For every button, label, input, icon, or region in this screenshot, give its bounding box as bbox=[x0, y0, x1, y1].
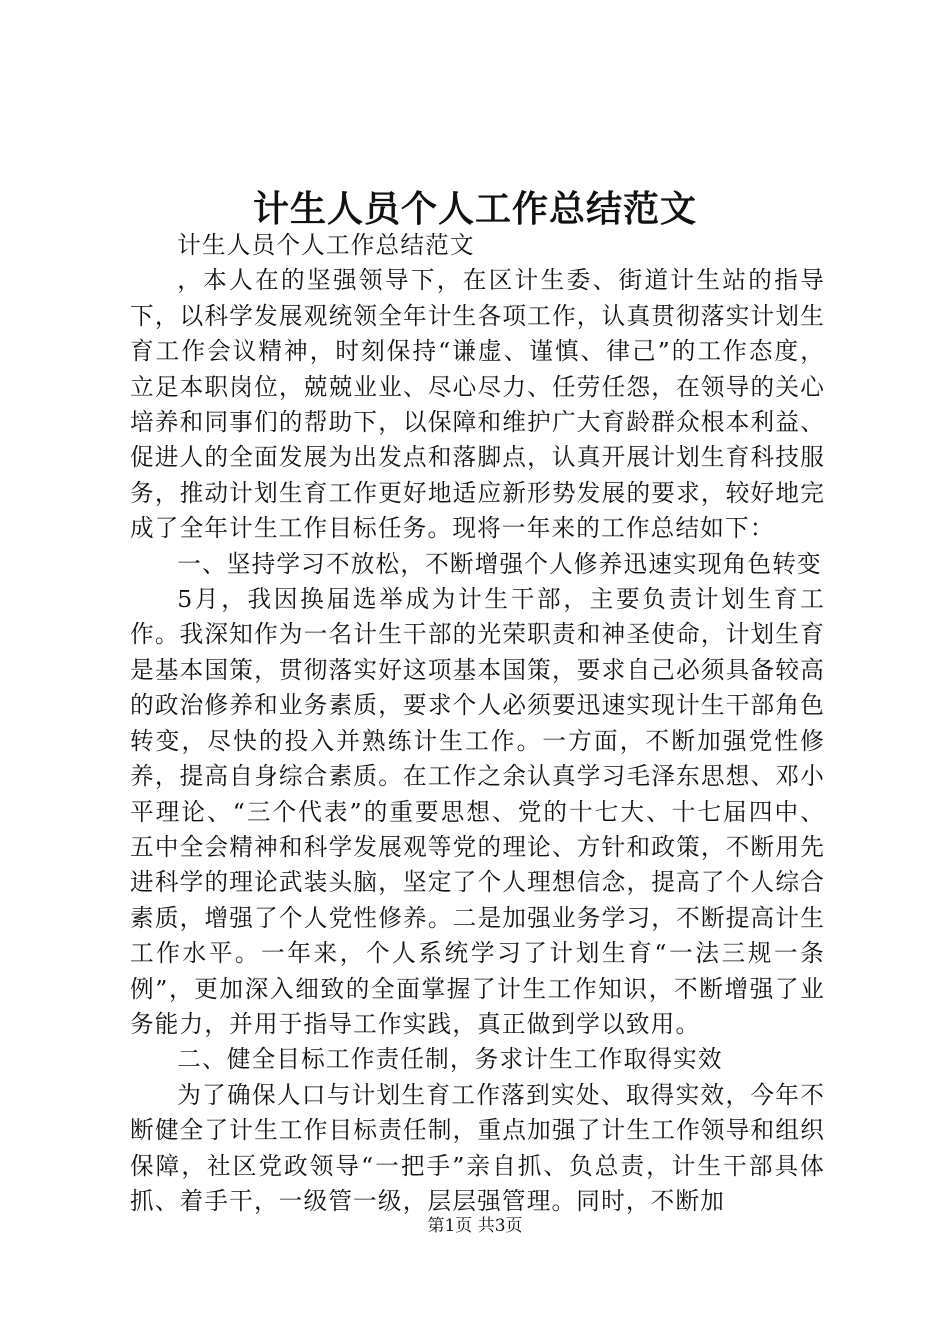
paragraph-subtitle: 计生人员个人工作总结范文 bbox=[177, 231, 475, 259]
document-body bbox=[130, 228, 825, 1219]
document-title: 计生人员个人工作总结范文 bbox=[252, 188, 697, 230]
section-heading-1: 一、坚持学习不放松，不断增强个人修养迅速实现角色转变 bbox=[177, 549, 822, 578]
section-heading-2: 二、健全目标工作责任制，务求计生工作取得实效 bbox=[177, 1045, 723, 1074]
paragraph-section-2: 为了确保人口与计划生育工作落到实处、取得实效，今年不断健全了计生工作目标责任制，重点加强了计生工作领导和组织保障，社区党政领导“一把手”亲自抓、负总责，计生干部具体抓、着手干，一级管一级，层层强管理。同时，不断加 bbox=[130, 1080, 825, 1215]
page-number-footer: 第1页 共3页 bbox=[427, 1216, 523, 1236]
paragraph-intro: ，本人在的坚强领导下，在区计生委、街道计生站的指导下，以科学发展观统领全年计生各项工作，认真贯彻落实计划生育工作会议精神，时刻保持“谦虚、谨慎、律己”的工作态度，立足本职岗位，兢兢业业、尽心尽力、任劳任怨，在领导的关心培养和同事们的帮助下，以保障和维护广大育龄群众根本利益、促进人的全面发展为出发点和落脚点，认真开展计划生育科技服务，推动计划生育工作更好地适应新形势发展的要求，较好地完成了全年计生工作目标任务。现将一年来的工作总结如下： bbox=[130, 266, 825, 543]
paragraph-section-1: 5月，我因换届选举成为计生干部，主要负责计划生育工作。我深知作为一名计生干部的光荣职责和神圣使命，计划生育是基本国策，贯彻落实好这项基本国策，要求自己必须具备较高的政治修养和业务素质，要求个人必须要迅速实现计生干部角色转变，尽快的投入并熟练计生工作。一方面，不断加强党性修养，提高自身综合素质。在工作之余认真学习毛泽东思想、邓小平理论、“三个代表”的重要思想、党的十七大、十七届四中、五中全会精神和科学发展观等党的理论、方针和政策，不断用先进科学的理论武装头脑，坚定了个人理想信念，提高了个人综合素质，增强了个人党性修养。二是加强业务学习，不断提高计生工作水平。一年来，个人系统学习了计划生育“一法三规一条例”，更加深入细致的全面掌握了计生工作知识，不断增强了业务能力，并用于指导工作实践，真正做到学以致用。 bbox=[130, 585, 825, 1038]
